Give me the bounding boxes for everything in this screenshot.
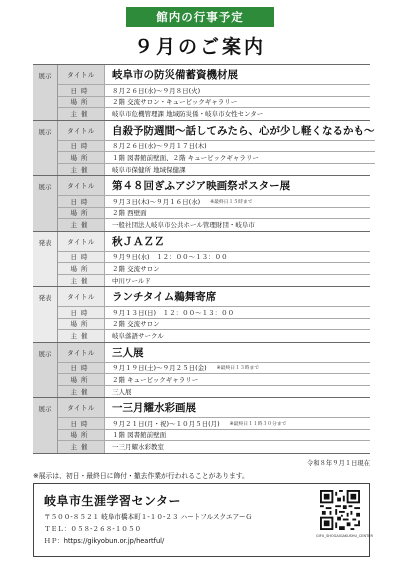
detail-label: 主催 <box>58 164 105 176</box>
detail-label: 場所 <box>58 374 105 385</box>
detail-label: 場所 <box>58 208 105 219</box>
event-title-row <box>58 343 370 363</box>
event-category: 発表 <box>33 232 58 287</box>
event-detail-row <box>58 85 370 97</box>
detail-label: 主催 <box>58 441 105 453</box>
detail-value: ９月１９日(土)～９月２５日(金) <box>112 364 207 373</box>
detail-note: ※最終日１５時まで <box>210 199 253 205</box>
detail-value: ９月１３日(日) １２：００～１３：００ <box>112 308 235 317</box>
footnote: ※展示は、初日・最終日に飾付・撤去作業が行われることがあります。 <box>33 472 249 480</box>
event-detail-row <box>58 430 370 442</box>
event-category: 展示 <box>33 121 58 176</box>
detail-label: 主催 <box>58 219 105 231</box>
detail-value: 岐阜落語サークル <box>112 332 164 341</box>
title-label: タイトル <box>58 343 105 362</box>
events-table <box>33 64 375 454</box>
telephone: ＴＥＬ：０５８-２６８-１０５０ <box>44 525 142 533</box>
event-detail-row <box>58 164 375 176</box>
event-detail-row <box>58 208 370 220</box>
detail-label: 場所 <box>58 263 105 274</box>
address: 〒５００-８５２１ 岐阜市橋本町１-１０-２３ ハートフルスクエアーＧ <box>44 513 253 521</box>
detail-value: ２階 交流サロン <box>112 264 160 273</box>
detail-value: ９月２１日(月・祝)～１０月５日(月) <box>112 419 220 428</box>
event-detail-row <box>58 252 370 264</box>
detail-label: 主催 <box>58 275 105 287</box>
event-detail-row <box>58 263 370 275</box>
title-label: タイトル <box>58 176 105 195</box>
detail-value: 岐阜市危機管理課 地域防災係・岐阜市女性センター <box>112 110 264 119</box>
event-detail-row <box>58 374 370 386</box>
event-detail-row <box>58 108 370 120</box>
detail-value: ２階 西壁面 <box>112 209 147 218</box>
event-block <box>33 231 370 287</box>
homepage-url[interactable]: ＨＰ：https://gikyobun.or.jp/heartful/ <box>44 537 165 545</box>
event-detail-row <box>58 319 370 331</box>
detail-note: ※最終日１１時３０分まで <box>229 421 287 427</box>
qr-code-icon[interactable] <box>320 490 360 530</box>
qr-caption: GIFU_SHOGAIGAKUSHU_CENTER <box>316 534 373 538</box>
title-label: タイトル <box>58 121 105 140</box>
detail-value: 中川ワールド <box>112 276 151 285</box>
event-title-row <box>58 121 375 141</box>
title-label: タイトル <box>58 65 105 84</box>
event-title-row <box>58 65 370 85</box>
detail-label: 主催 <box>58 386 105 398</box>
contact-box <box>33 483 373 557</box>
detail-value: 一三月耀水彩教室 <box>112 443 164 452</box>
title-label: タイトル <box>58 287 105 306</box>
detail-label: 日時 <box>58 85 105 96</box>
event-detail-row <box>58 152 375 164</box>
title-label: タイトル <box>58 398 105 417</box>
detail-label: 主催 <box>58 330 105 342</box>
detail-label: 日時 <box>58 196 105 207</box>
detail-value: ２階 交流サロン <box>112 320 160 329</box>
event-detail-row <box>58 196 370 208</box>
detail-label: 主催 <box>58 108 105 120</box>
event-block <box>33 342 370 398</box>
event-detail-row <box>58 275 370 287</box>
event-detail-row <box>58 330 370 342</box>
event-title-row <box>58 176 370 196</box>
detail-value: ８月２６日(水)～９月１７日(木) <box>112 142 207 151</box>
event-title: ランチタイム鵜舞寄席 <box>112 291 217 303</box>
event-category: 展示 <box>33 176 58 231</box>
event-category: 展示 <box>33 398 58 453</box>
event-block <box>33 286 370 342</box>
detail-value: 三人展 <box>112 387 132 396</box>
event-category: 発表 <box>33 287 58 342</box>
detail-label: 場所 <box>58 319 105 330</box>
header-badge: 館内の行事予定 <box>126 7 274 27</box>
detail-value: ８月２６日(水)～９月８日(火) <box>112 86 201 95</box>
event-title: 岐阜市の防災備蓄資機材展 <box>112 69 238 81</box>
detail-value: ２階 キュービックギャラリー <box>112 375 199 384</box>
event-title: 一三月耀水彩画展 <box>112 402 196 414</box>
event-detail-row <box>58 219 370 231</box>
event-block <box>33 64 370 120</box>
detail-label: 日時 <box>58 363 105 374</box>
event-category: 展示 <box>33 343 58 398</box>
detail-value: ２階 交流サロン・キュービックギャラリー <box>112 98 238 107</box>
detail-value: １階 図書館前壁面 <box>112 431 167 440</box>
event-title-row <box>58 232 370 252</box>
event-detail-row <box>58 97 370 109</box>
event-detail-row <box>58 418 370 430</box>
detail-label: 日時 <box>58 307 105 318</box>
detail-label: 場所 <box>58 152 105 163</box>
detail-label: 日時 <box>58 252 105 263</box>
event-category: 展示 <box>33 65 58 120</box>
event-title-row <box>58 398 370 418</box>
detail-label: 日時 <box>58 418 105 429</box>
event-title: 第４８回ぎふアジア映画祭ポスター展 <box>112 180 291 192</box>
event-block <box>33 175 370 231</box>
org-name: 岐阜市生涯学習センター <box>44 494 182 508</box>
detail-note: ※最終日１３時まで <box>216 366 260 372</box>
detail-value: 岐阜市保健所 地域保健課 <box>112 165 186 174</box>
event-detail-row <box>58 307 370 319</box>
as-of-date: 令和８年９月１日現在 <box>307 460 370 467</box>
detail-value: 一般社団法人岐阜市公共ホール管理財団・岐阜市 <box>112 221 255 230</box>
event-block <box>33 120 375 176</box>
event-block <box>33 397 370 454</box>
detail-value: ９月３日(木)～９月１６日(水) <box>112 197 201 206</box>
event-title-row <box>58 287 370 307</box>
page-title: ９月のご案内 <box>133 36 266 58</box>
detail-label: 場所 <box>58 430 105 441</box>
event-title: 自殺予防週間～話してみたら、心が少し軽くなるかも～ <box>112 124 375 137</box>
event-title: 秋ＪＡＺＺ <box>112 235 165 248</box>
detail-label: 場所 <box>58 97 105 108</box>
detail-value: ９月９日(水) １２：００～１３：００ <box>112 253 228 262</box>
event-title: 三人展 <box>112 346 144 359</box>
event-detail-row <box>58 141 375 153</box>
event-detail-row <box>58 441 370 453</box>
title-label: タイトル <box>58 232 105 251</box>
detail-value: １階 図書館前壁面、２階 キュービックギャラリー <box>112 153 259 162</box>
detail-label: 日時 <box>58 141 105 152</box>
event-detail-row <box>58 386 370 398</box>
event-detail-row <box>58 363 370 375</box>
